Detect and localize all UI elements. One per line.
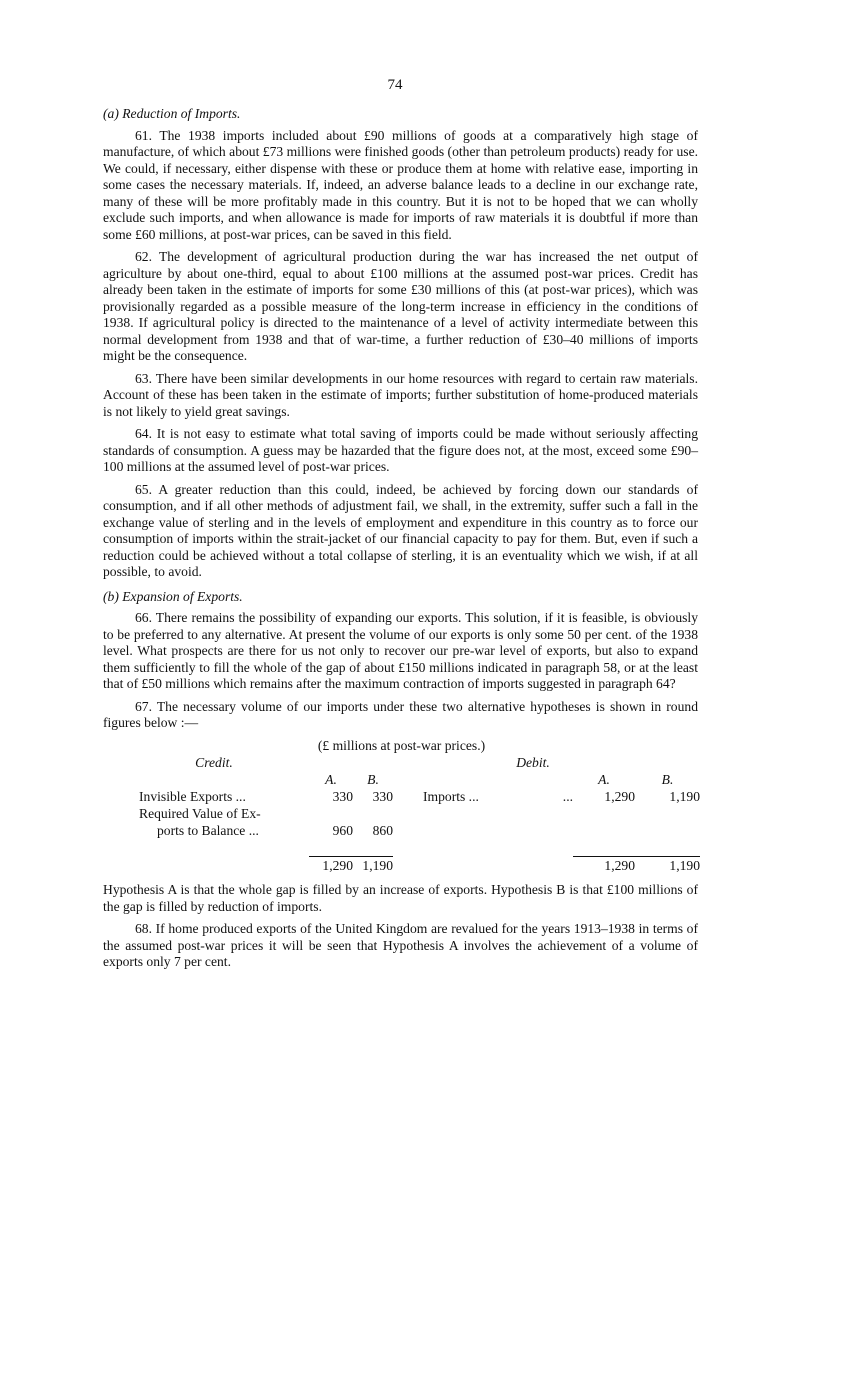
- paragraph-61: 61. The 1938 imports included about £90 millions of goods at a comparatively high stage of manufacture, of which about £73 millions were finished goods (other than petroleum products) ready for use. We could, if necessary, either dispense with these or produce them at home with relative ease, importing in some cases the necessary materials. If, indeed, an adverse balance leads to a decline in our exchange rate, many of these will be more profitably made in this country. But it is not to be hoped that we can wholly exclude such imports, and when allowance is made for imports of raw materials it is doubtful if more than some £60 millions, at post-war prices, can be saved in this field.: [103, 127, 698, 242]
- credit-heading: Credit.: [195, 755, 233, 770]
- paragraph-63: 63. There have been similar developments in our home resources with regard to certain raw materials. Account of these has been taken in the estimate of imports; further substitution of home-produced materials is not likely to yield great savings.: [103, 370, 698, 419]
- debit-col-b-heading: B.: [661, 772, 674, 787]
- credit-col-b-heading: B.: [367, 772, 379, 787]
- credit-col-a-heading: A.: [325, 772, 337, 787]
- total-rule: [635, 840, 700, 857]
- total-credit-a: 1,290: [322, 857, 353, 873]
- imports-label: Imports ...: [423, 789, 479, 804]
- hypotheses-text: Hypothesis A is that the whole gap is filled by an increase of exports. Hypothesis B is that £100 millions of the gap is filled by reduction of imports.: [103, 882, 698, 914]
- invisible-exports-a: 330: [332, 789, 353, 804]
- required-exports-label-line1: Required Value of Ex-: [139, 806, 261, 821]
- required-exports-b: 860: [372, 823, 393, 838]
- imports-dots: ...: [562, 789, 573, 804]
- paragraph-67: 67. The necessary volume of our imports under these two alternative hypotheses is shown in round figures below :—: [103, 698, 698, 730]
- paragraph-68: 68. If home produced exports of the United Kingdom are revalued for the years 1913–1938 in terms of the assumed post-war prices it will be seen that Hypothesis A involves the achievement of a volume of exports only 7 per cent.: [103, 921, 698, 969]
- paragraph-64: 64. It is not easy to estimate what total saving of imports could be made without seriously affecting standards of consumption. A guess may be hazarded that the figure does not, at the most, exceed some £90–100 millions at the assumed level of post-war prices.: [103, 426, 698, 474]
- total-debit-a: 1,290: [604, 857, 635, 873]
- imports-a: 1,290: [604, 789, 635, 804]
- total-debit-b: 1,190: [669, 857, 700, 873]
- page-number: 74: [387, 77, 403, 93]
- invisible-exports-b: 330: [372, 789, 393, 804]
- debit-heading: Debit.: [516, 755, 550, 770]
- invisible-exports-label: Invisible Exports ...: [139, 789, 246, 804]
- total-credit-b: 1,190: [362, 857, 393, 873]
- paragraph-62: 62. The development of agricultural production during the war has increased the net output of agriculture by about one-third, equal to about £100 millions at the assumed post-war prices. Credit has already been taken in the estimate of imports for some £30 millions of this (at post-war prices), which was provisionally regarded as a possible measure of the long-term increase in efficiency in the conditions of 1938. If agricultural policy is directed to the maintenance of a level of activity intermediate between this normal development from 1938 and that of war-time, a further reduction of £30–40 millions of imports might be the consequence.: [103, 249, 698, 363]
- balance-table: [103, 738, 700, 875]
- required-exports-a: 960: [332, 823, 353, 838]
- section-b-heading: (b) Expansion of Exports.: [103, 588, 243, 604]
- total-rule: [353, 840, 393, 857]
- required-exports-label-line2: ports to Balance ...: [157, 823, 259, 838]
- debit-col-a-heading: A.: [598, 772, 610, 787]
- paragraph-65: 65. A greater reduction than this could, indeed, be achieved by forcing down our standards of consumption, and if all other methods of adjustment fail, we shall, in the extremity, suffer such a fall in the exchange value of sterling and in the levels of employment and expenditure in this country as to force our consumption of imports within the strait-jacket of our financial capacity to pay for them. But, even if such a reduction could be achieved without a total collapse of sterling, it is an eventuality which we wish, if at all possible, to avoid.: [103, 481, 698, 579]
- total-rule: [573, 840, 635, 857]
- body-text: [103, 106, 698, 977]
- table-caption: (£ millions at post-war prices.): [317, 738, 486, 753]
- total-rule: [309, 840, 353, 857]
- section-a-heading: (a) Reduction of Imports.: [103, 106, 241, 121]
- paragraph-66: 66. There remains the possibility of expanding our exports. This solution, if it is feasible, is obviously to be preferred to any alternative. At present the volume of our exports is only some 50 per cent. of the 1938 level. What prospects are there for us not only to recover our pre-war level of exports, but also to expand them sufficiently to fill the whole of the gap of about £150 millions indicated in paragraph 58, or at the least that of £50 millions which remains after the maximum contraction of imports suggested in paragraph 64?: [103, 610, 698, 691]
- imports-b: 1,190: [669, 789, 700, 804]
